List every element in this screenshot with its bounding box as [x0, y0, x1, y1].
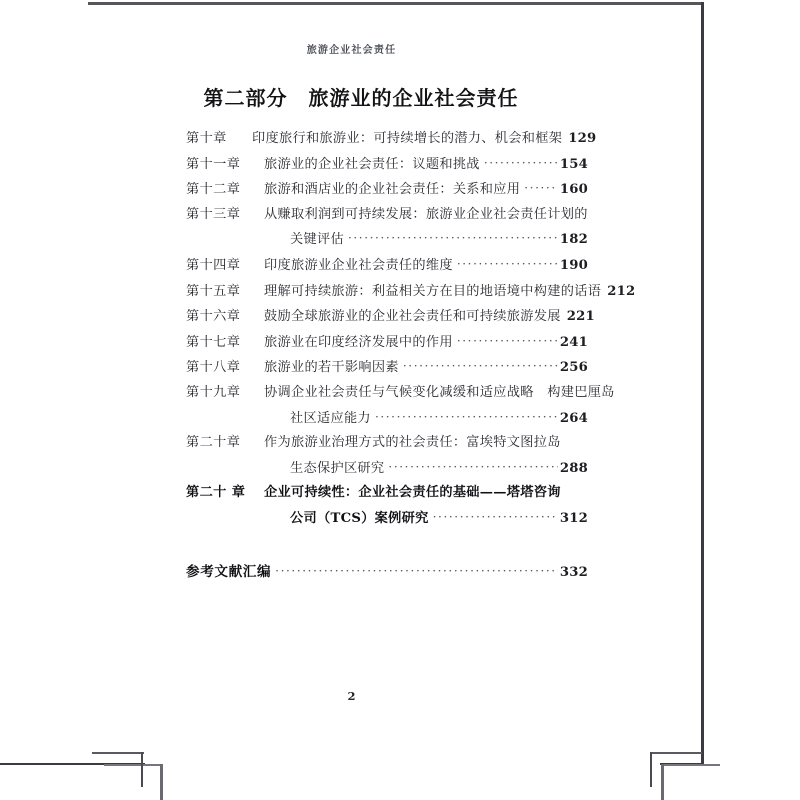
- toc-page-number: 332: [559, 564, 588, 580]
- toc-entry[interactable]: [186, 355, 588, 381]
- toc-page-number: 154: [559, 156, 588, 172]
- toc-entry[interactable]: [186, 481, 588, 531]
- table-of-contents: [186, 126, 636, 585]
- toc-page-number: 241: [559, 334, 588, 350]
- toc-leader-dots: [275, 559, 558, 584]
- toc-chapter-title: 印度旅游业企业社会责任的维度: [264, 257, 453, 273]
- page-border-right-rule: [701, 2, 704, 765]
- toc-page-number: 264: [559, 410, 588, 426]
- toc-chapter-title: 理解可持续旅游：利益相关方在目的地语境中构建的话语: [264, 283, 602, 299]
- toc-chapter-title-continuation: 社区适应能力: [290, 410, 371, 426]
- toc-chapter-title: 协调企业社会责任与气候变化减缓和适应战略 构建巴厘岛: [264, 384, 615, 400]
- toc-leader-dots: [403, 354, 558, 379]
- toc-page-number: 312: [559, 510, 588, 526]
- toc-chapter-title: 从赚取利润到可持续发展：旅游业企业社会责任计划的: [264, 206, 588, 222]
- toc-page-number: 190: [559, 257, 588, 273]
- toc-leader-dots: [484, 151, 558, 176]
- toc-chapter-title: 企业可持续性：企业社会责任的基础——塔塔咨询: [264, 485, 561, 501]
- toc-page-number: 182: [559, 232, 588, 248]
- toc-entry[interactable]: [186, 330, 588, 356]
- toc-entry[interactable]: [186, 203, 588, 253]
- toc-entry[interactable]: [186, 304, 595, 330]
- toc-entry[interactable]: [186, 431, 588, 481]
- toc-chapter-label: 第二十章: [186, 435, 241, 451]
- toc-chapter-label: 第十二章: [186, 182, 241, 198]
- toc-entry[interactable]: [186, 279, 636, 305]
- toc-leader-dots: [388, 455, 557, 480]
- toc-chapter-title: 旅游业的若干影响因素: [264, 360, 399, 376]
- toc-chapter-label: 第十九章: [186, 384, 241, 400]
- crop-mark-bottom-left-horizontal-inner: [104, 764, 162, 766]
- toc-chapter-label: 第十章: [186, 131, 227, 146]
- toc-chapter-title: 旅游业在印度经济发展中的作用: [264, 334, 453, 350]
- toc-leader-dots: [375, 405, 558, 430]
- crop-mark-bottom-left-vertical-inner: [160, 764, 163, 800]
- toc-leader-dots: [348, 226, 558, 251]
- toc-chapter-label: 第十八章: [186, 360, 241, 376]
- toc-chapter-title-continuation: 关键评估: [290, 232, 344, 248]
- toc-page-number: 256: [559, 360, 588, 376]
- page-folio: 2: [347, 689, 356, 703]
- toc-chapter-label: 第十六章: [186, 309, 241, 325]
- toc-entry[interactable]: [186, 381, 615, 431]
- toc-entry[interactable]: [186, 126, 597, 152]
- toc-leader-dots: [524, 176, 558, 201]
- part-title: 第二部分 旅游业的企业社会责任: [203, 86, 519, 110]
- page-border-top-rule: [88, 2, 703, 5]
- crop-mark-bottom-left-horizontal-outer: [92, 752, 144, 754]
- toc-page-number: 221: [566, 309, 595, 325]
- toc-chapter-label: 第十七章: [186, 334, 241, 350]
- toc-chapter-title-continuation: 公司（TCS）案例研究: [290, 510, 429, 526]
- toc-chapter-label: 第十三章: [186, 206, 241, 222]
- running-head: 旅游企业社会责任: [306, 45, 397, 56]
- crop-mark-bottom-right-horizontal-inner: [662, 764, 720, 766]
- toc-chapter-title: 鼓励全球旅游业的企业社会责任和可持续旅游发展: [264, 309, 561, 325]
- toc-chapter-title: 作为旅游业治理方式的社会责任：富埃特文图拉岛: [264, 435, 561, 451]
- toc-page-number: 288: [559, 460, 588, 476]
- toc-page-number: 160: [559, 182, 588, 198]
- toc-entry[interactable]: [186, 177, 588, 203]
- toc-reference-entry[interactable]: [186, 560, 588, 586]
- crop-mark-bottom-right-vertical-outer: [650, 752, 652, 787]
- toc-entry[interactable]: [186, 152, 588, 178]
- toc-chapter-title: 印度旅行和旅游业：可持续增长的潜力、机会和框架: [252, 131, 563, 146]
- toc-chapter-title-continuation: 生态保护区研究: [290, 460, 385, 476]
- toc-page-number: 129: [568, 131, 597, 146]
- crop-mark-bottom-left-vertical-outer: [141, 752, 143, 787]
- crop-mark-bottom-right-horizontal-outer: [650, 752, 702, 754]
- toc-page-number: 212: [607, 283, 636, 299]
- toc-chapter-label: 第十四章: [186, 257, 241, 273]
- toc-chapter-label: 第二十 章: [186, 485, 246, 501]
- toc-chapter-title: 旅游业的企业社会责任：议题和挑战: [264, 156, 480, 172]
- toc-chapter-title: 旅游和酒店业的企业社会责任：关系和应用: [264, 182, 521, 198]
- toc-chapter-label: 第十一章: [186, 156, 241, 172]
- toc-entry[interactable]: [186, 253, 588, 279]
- crop-mark-bottom-right-vertical-inner: [661, 764, 664, 800]
- toc-reference-label: 参考文献汇编: [186, 563, 272, 580]
- toc-chapter-label: 第十五章: [186, 283, 241, 299]
- toc-leader-dots: [457, 252, 558, 277]
- toc-leader-dots: [457, 329, 558, 354]
- toc-leader-dots: [433, 505, 558, 530]
